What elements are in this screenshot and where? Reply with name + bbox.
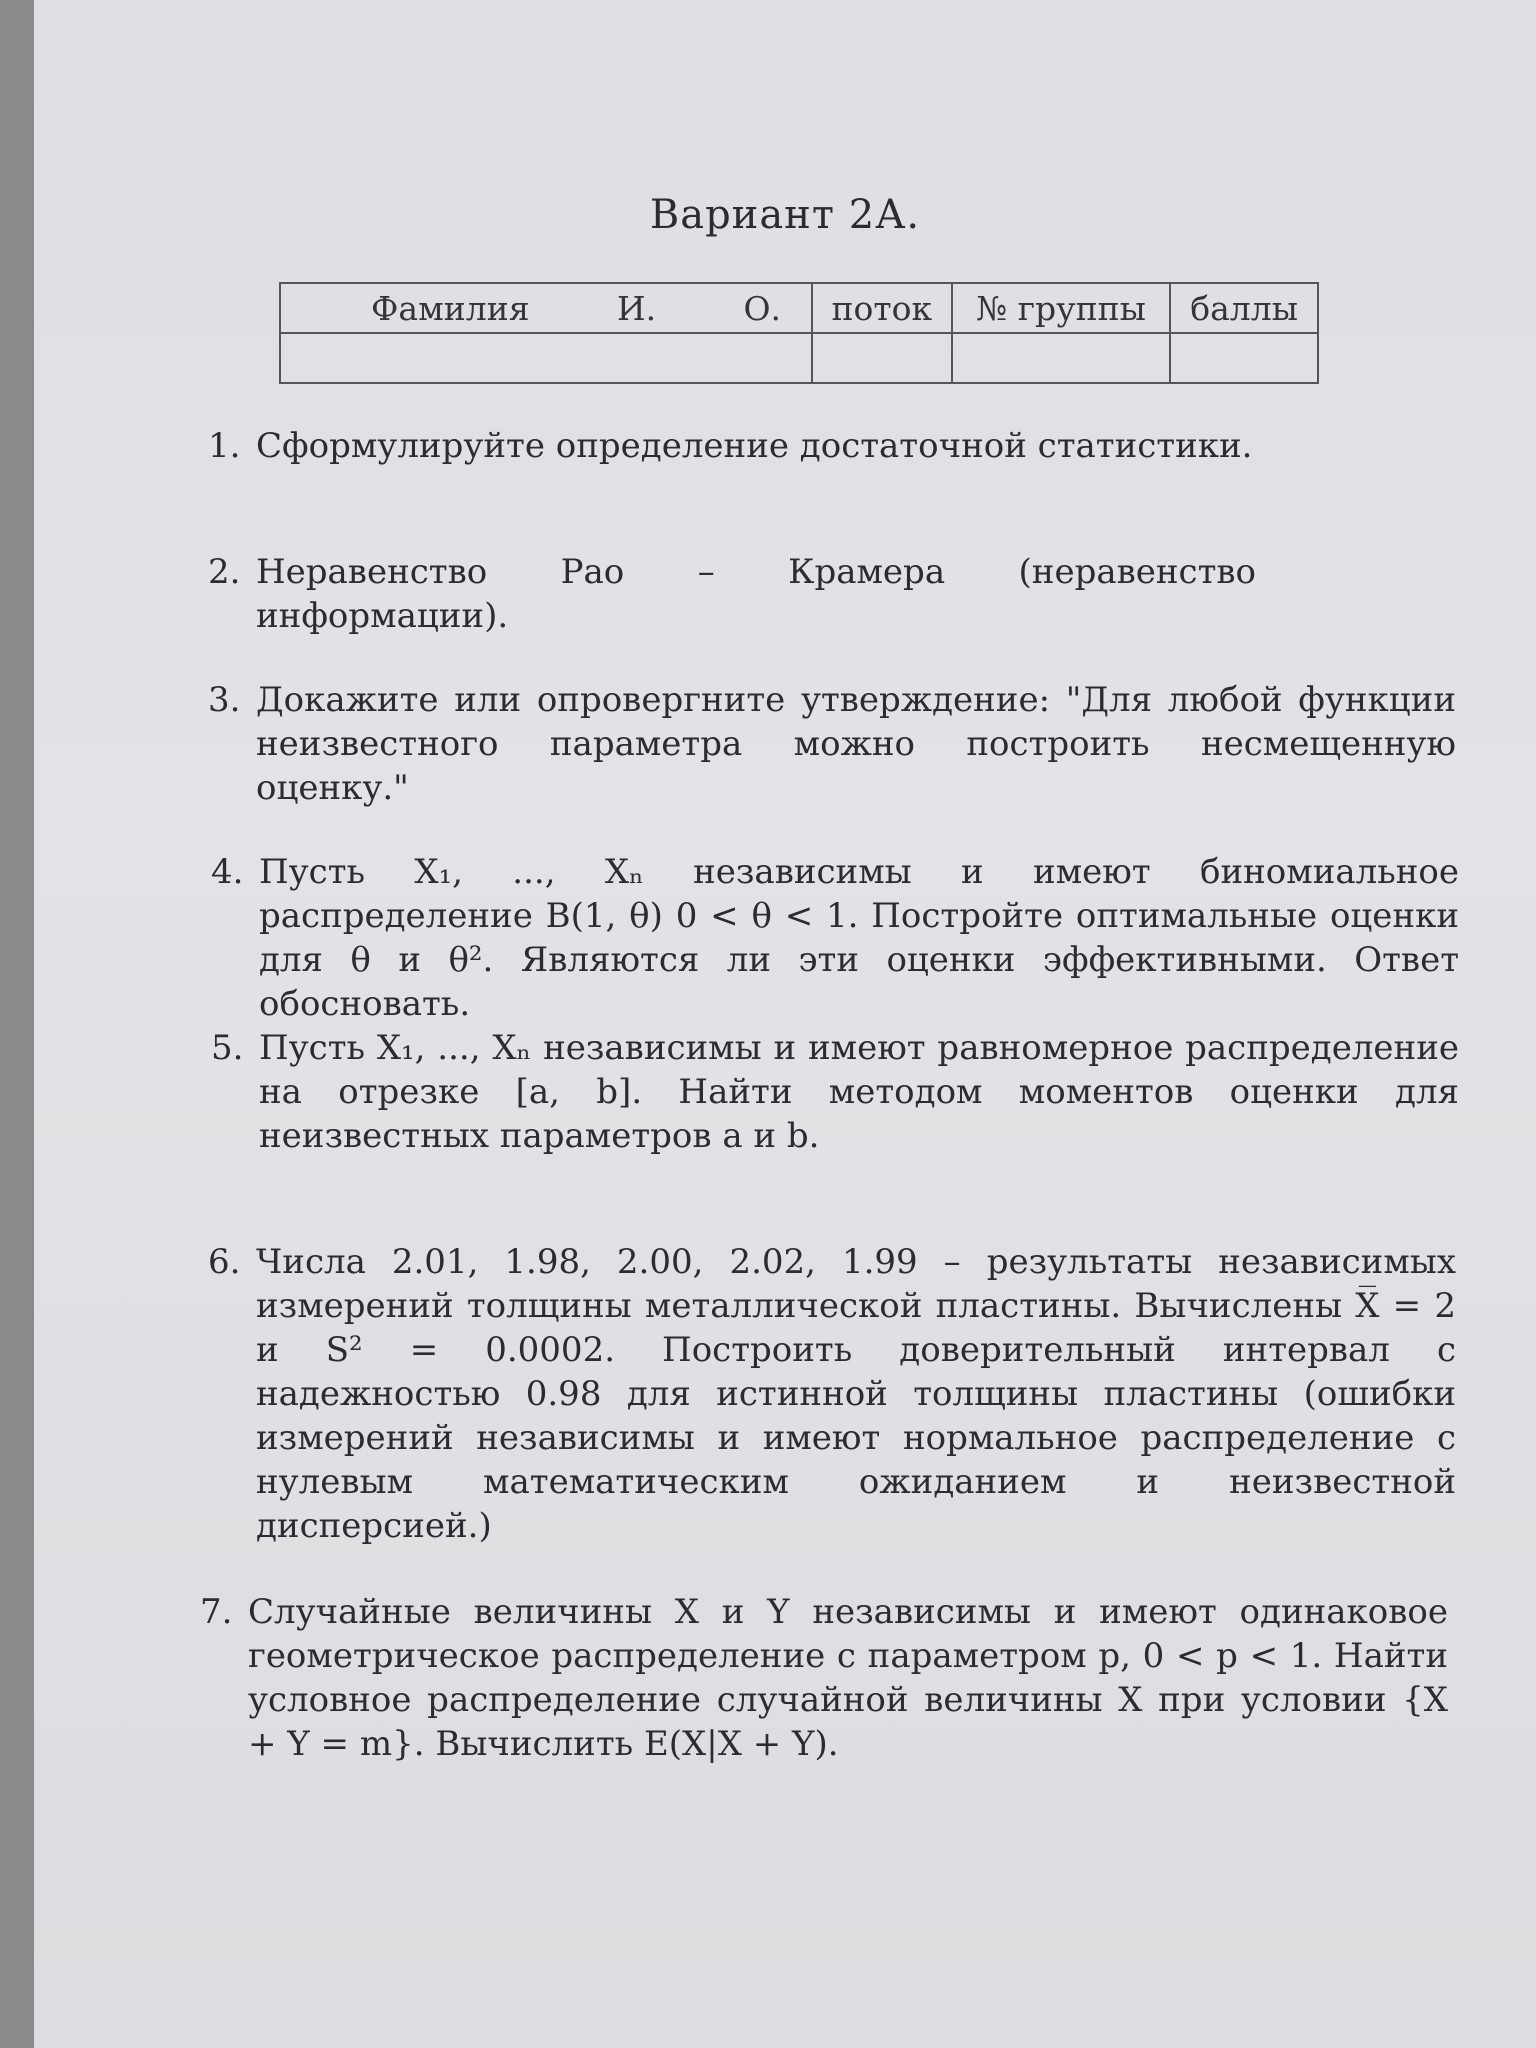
question-text: Пусть X₁, ..., Xₙ независимы и имеют равномерное распределение на отрезке [a, b]. Найти методом моментов оценки для неизвестных параметров a и b.	[259, 1028, 1459, 1156]
question-number: 1.	[208, 426, 241, 466]
score-header: баллы	[1170, 283, 1318, 333]
question-item	[208, 1240, 1456, 1548]
surname-label: Фамилия	[371, 288, 530, 328]
fio-field[interactable]	[280, 333, 812, 383]
question-number: 4.	[211, 852, 244, 892]
question-item	[208, 678, 1456, 810]
question-text: Докажите или опровергните утверждение: "Для любой функции неизвестного параметра можно построить несмещенную оценку."	[256, 680, 1456, 808]
question-text: Неравенство Рао – Крамера (неравенство информации).	[256, 552, 1256, 636]
question-number: 3.	[208, 680, 241, 720]
stream-header: поток	[812, 283, 952, 333]
question-text: Сформулируйте определение достаточной статистики.	[256, 426, 1253, 466]
question-item	[211, 1026, 1459, 1158]
patronymic-initial-label: О.	[743, 288, 781, 328]
page-title: Вариант 2А.	[649, 192, 921, 238]
question-text: Случайные величины X и Y независимы и имеют одинаковое геометрическое распределение с параметром p, 0 < p < 1. Найти условное распределение случайной величины X при условии {X + Y = m}. Вычислить E(X|X + Y).	[248, 1592, 1448, 1764]
table-input-row	[280, 333, 1318, 383]
fio-header	[280, 283, 812, 333]
question-text: Числа 2.01, 1.98, 2.00, 2.02, 1.99 – результаты независимых измерений толщины металлической пластины. Вычислены X̅ = 2 и S² = 0.0002. Построить доверительный интервал с надежностью 0.98 для истинной толщины пластины (ошибки измерений независимы и имеют нормальное распределение с нулевым математическим ожиданием и неизвестной дисперсией.)	[256, 1242, 1456, 1546]
group-header: № группы	[952, 283, 1171, 333]
question-item	[208, 424, 1256, 468]
question-number: 2.	[208, 552, 241, 592]
question-text: Пусть X₁, ..., Xₙ независимы и имеют биномиальное распределение B(1, θ) 0 < θ < 1. Постройте оптимальные оценки для θ и θ². Являются ли эти оценки эффективными. Ответ обосновать.	[259, 852, 1459, 1024]
question-item	[208, 550, 1256, 638]
question-number: 7.	[200, 1592, 233, 1632]
score-field[interactable]	[1170, 333, 1318, 383]
name-initial-label: И.	[616, 288, 657, 328]
exam-sheet	[34, 0, 1536, 2048]
question-item	[211, 850, 1459, 1026]
question-number: 5.	[211, 1028, 244, 1068]
student-info-table	[279, 282, 1319, 384]
question-item	[200, 1590, 1448, 1766]
stream-field[interactable]	[812, 333, 952, 383]
group-field[interactable]	[952, 333, 1171, 383]
table-header-row	[280, 283, 1318, 333]
question-number: 6.	[208, 1242, 241, 1282]
